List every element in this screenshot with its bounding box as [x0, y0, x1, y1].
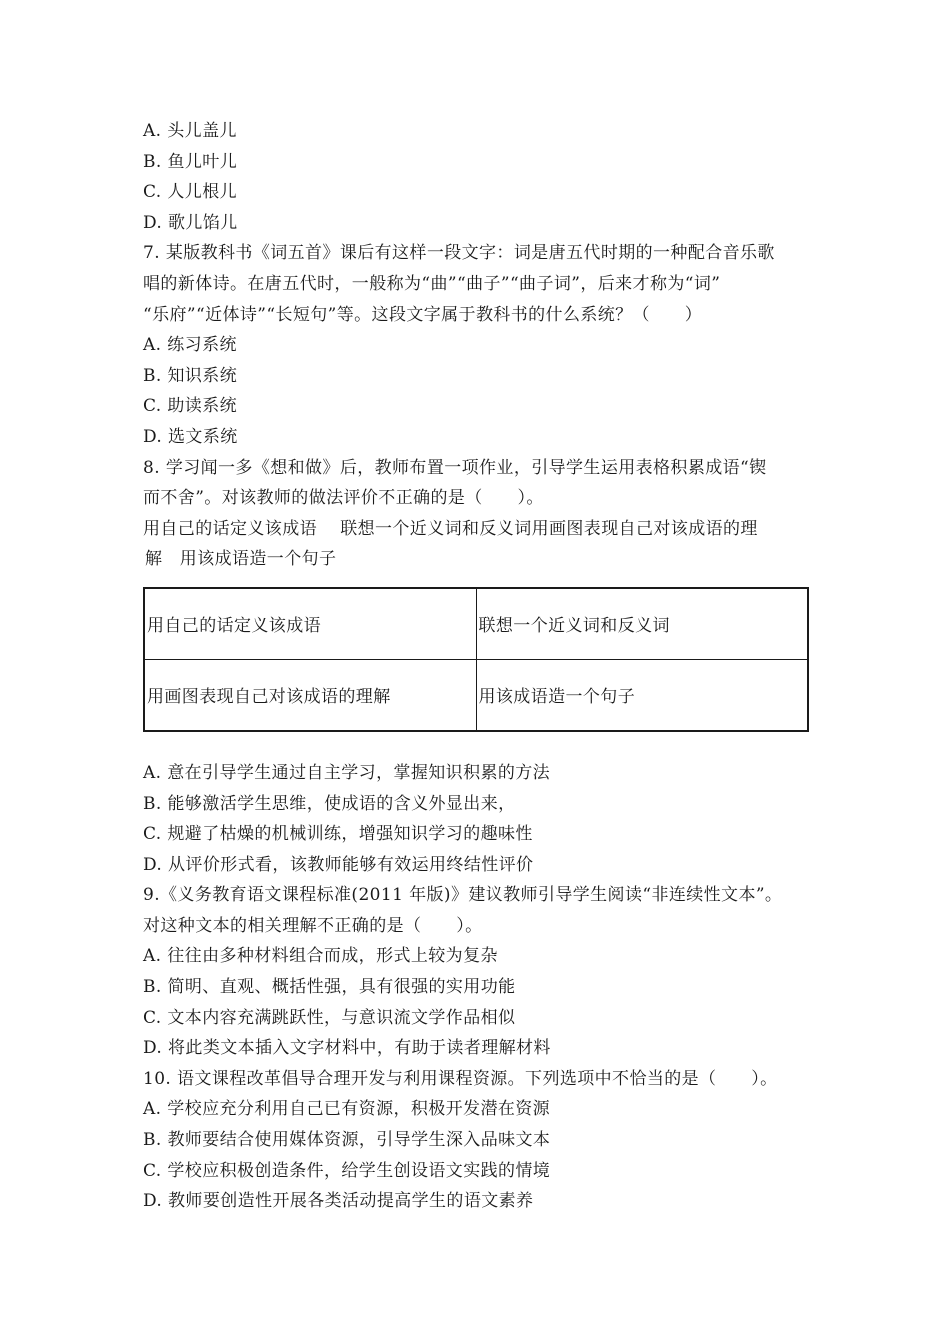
inline-line: 解 用该成语造一个句子: [145, 549, 337, 570]
table-cell: 用该成语造一个句子: [476, 659, 808, 731]
option-a: A. 往往由多种材料组合而成，形式上较为复杂: [143, 946, 498, 967]
question-stem: [143, 453, 813, 514]
question-9: [143, 880, 813, 1064]
question-stem: [143, 238, 813, 330]
option-b: B. 教师要结合使用媒体资源，引导学生深入品味文本: [143, 1130, 551, 1151]
option-d: D. 选文系统: [143, 426, 238, 447]
option-d: D. 将此类文本插入文字材料中，有助于读者理解材料: [143, 1038, 551, 1059]
table-cell: 联想一个近义词和反义词: [476, 588, 808, 660]
question-7: [143, 238, 813, 452]
option-b: B. 能够激活学生思维，使成语的含义外显出来，: [143, 793, 516, 814]
stem-line: 对这种文本的相关理解不正确的是（ ）。: [143, 915, 483, 936]
option-a: A. 头儿盖儿: [143, 121, 237, 141]
option-c: C. 文本内容充满跳跃性，与意识流文学作品相似: [143, 1007, 516, 1028]
question-8: [143, 453, 813, 881]
option-b: B. 鱼儿叶儿: [143, 151, 238, 172]
assignment-table: [143, 587, 809, 732]
option-c: C. 助读系统: [143, 396, 238, 417]
inline-line: 用自己的话定义该成语 联想一个近义词和反义词用画图表现自己对该成语的理: [143, 518, 758, 539]
option-a: A. 学校应充分利用自己已有资源，积极开发潜在资源: [143, 1099, 551, 1120]
stem-line: 唱的新体诗。在唐五代时，一般称为“曲”“曲子”“曲子词”，后来才称为“词”: [143, 273, 721, 294]
option-d: D. 歌儿馅儿: [143, 212, 238, 233]
stem-line: “乐府”“近体诗”“长短句”等。这段文字属于教科书的什么系统？（ ）: [143, 304, 703, 325]
stem-line: 7. 某版教科书《词五首》课后有这样一段文字：词是唐五代时期的一种配合音乐歌: [143, 243, 775, 264]
exam-page: [143, 116, 813, 1217]
option-d: D. 从评价形式看，该教师能够有效运用终结性评价: [143, 854, 534, 875]
option-a: A. 意在引导学生通过自主学习，掌握知识积累的方法: [143, 762, 551, 783]
stem-line: 而不舍”。对该教师的做法评价不正确的是（ ）。: [143, 488, 544, 509]
option-c: C. 学校应积极创造条件，给学生创设语文实践的情境: [143, 1160, 551, 1181]
table-row: [144, 588, 808, 660]
table-row: [144, 659, 808, 731]
stem-line: 8. 学习闻一多《想和做》后，教师布置一项作业，引导学生运用表格积累成语“锲: [143, 457, 767, 478]
stem-line: 9.《义务教育语文课程标准(2011 年版)》建议教师引导学生阅读“非连续性文本”。: [143, 885, 783, 906]
question-stem: [143, 1064, 813, 1095]
table-cell: 用自己的话定义该成语: [144, 588, 476, 660]
option-a: A. 练习系统: [143, 335, 237, 356]
option-c: C. 人儿根儿: [143, 182, 238, 203]
question-10: [143, 1064, 813, 1217]
inline-table-text: [143, 514, 813, 575]
stem-line: 10. 语文课程改革倡导合理开发与利用课程资源。下列选项中不恰当的是（ ）。: [143, 1068, 778, 1089]
table-cell: 用画图表现自己对该成语的理解: [144, 659, 476, 731]
option-d: D. 教师要创造性开展各类活动提高学生的语文素养: [143, 1191, 534, 1212]
option-b: B. 简明、直观、概括性强，具有很强的实用功能: [143, 977, 516, 998]
q6-options: [143, 116, 813, 238]
option-c: C. 规避了枯燥的机械训练，增强知识学习的趣味性: [143, 824, 533, 845]
question-stem: [143, 880, 813, 941]
option-b: B. 知识系统: [143, 365, 238, 386]
